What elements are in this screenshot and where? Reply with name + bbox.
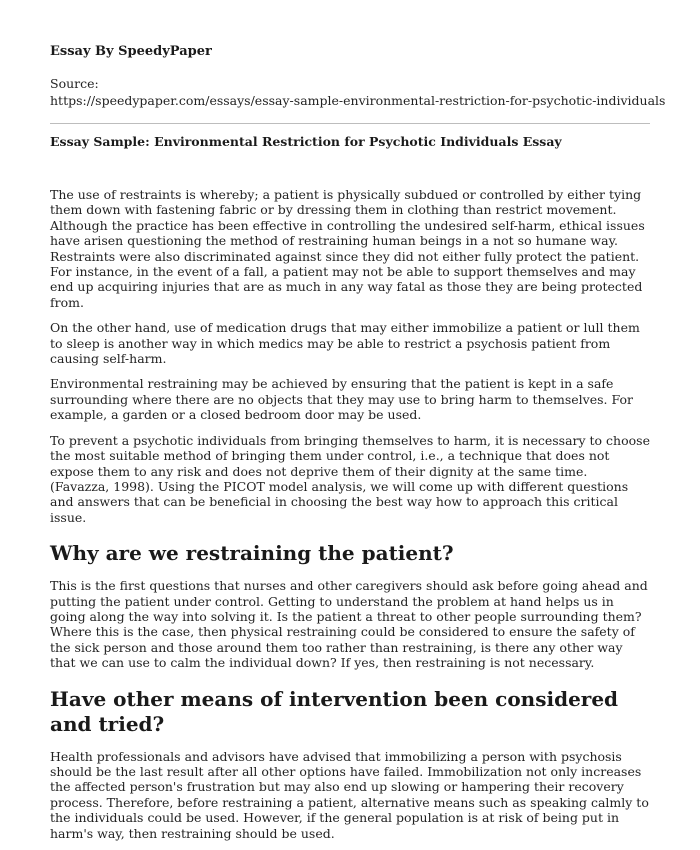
essay-title: Essay Sample: Environmental Restriction for Psychotic Individuals Essay (50, 134, 562, 149)
header-divider (50, 123, 650, 124)
intro-paragraph-4: To prevent a psychotic individuals from bringing themselves to harm, it is necessary to choose the most suitable method of bringing them under control, i.e., a technique that does not expose them to any risk and does not deprive them of their dignity at the same time. (Favazza, 1998). Using the PICOT model analysis, we will come up with different questions and answers that can be beneficial in choosing the best way how to approach this critical issue. (50, 432, 650, 525)
section-paragraph-why-restraining: This is the first questions that nurses and other caregivers should ask before going ahead and putting the patient under control. Getting to understand the problem at hand helps us in going along the way into solving it. Is the patient a threat to other people surrounding them? Where this is the case, then physical restraining could be considered to ensure the safety of the sick person and those around them too rather than restraining, is there any other way that we can use to calm the individual down? If yes, then restraining is not necessary. (50, 578, 648, 671)
intro-paragraph-2: On the other hand, use of medication drugs that may either immobilize a patient or lull them to sleep is another way in which medics may be able to restrict a psychosis patient from causing self-harm. (50, 320, 640, 367)
intro-paragraph-3: Environmental restraining may be achieved by ensuring that the patient is kept in a safe surrounding where there are no objects that they may use to bring harm to themselves. For example, a garden or a closed bedroom door may be used. (50, 376, 633, 423)
section-heading-why-restraining: Why are we restraining the patient? (50, 541, 454, 566)
section-paragraph-other-means: Health professionals and advisors have advised that immobilizing a person with psychosis should be the last result after all other options have failed. Immobilization not only increases the affected person's frustration but may also end up slowing or hampering their recovery process. Therefore, before restraining a patient, alternative means such as speaking calmly to the individuals could be used. However, if the general population is at risk of being put in harm's way, then restraining should be used. (50, 748, 649, 841)
section-heading-other-means: Have other means of intervention been considered and tried? (50, 686, 619, 736)
source-label: Source: (50, 76, 99, 91)
brand-title: Essay By SpeedyPaper (50, 44, 212, 59)
source-url[interactable]: https://speedypaper.com/essays/essay-sample-environmental-restriction-for-psychotic-individuals (50, 93, 666, 108)
intro-paragraph-1: The use of restraints is whereby; a patient is physically subdued or controlled by either tying them down with fastening fabric or by dressing them in clothing than restrict movement. Although the practice has been effective in controlling the undesired self-harm, ethical issues have arisen questioning the method of restraining human beings in a not so humane way. Restraints were also discriminated against since they did not either fully protect the patient. For instance, in the event of a fall, a patient may not be able to support themselves and may end up acquiring injuries that are as much in any way fatal as those they are being protected from. (50, 187, 645, 310)
